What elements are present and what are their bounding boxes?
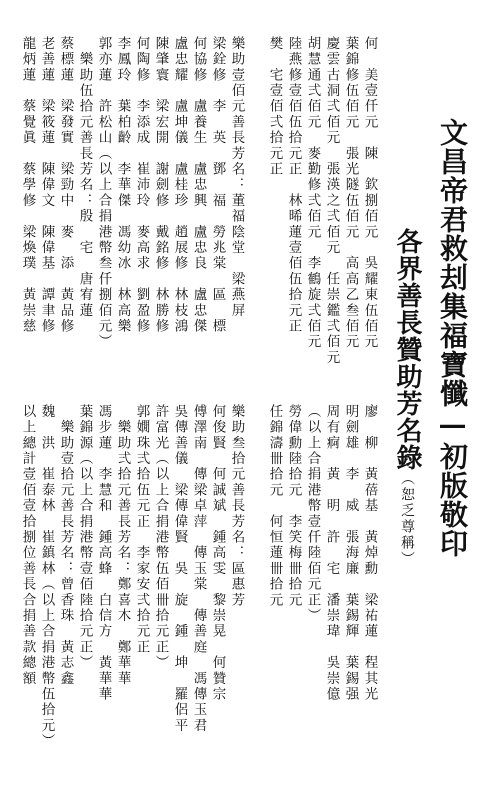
donor-column: 以上總計壹佰壹拾捌位善長合捐善款總額 xyxy=(19,404,36,687)
subtitle-note: （恕乏尊稱） xyxy=(399,471,415,567)
donor-column: 老善蓮 梁筱蓮 陳偉文 陳偉基 譚聿修 xyxy=(38,36,55,335)
donor-column: 吳傳善儀 梁傳偉賢 吳 旋 鍾 坤 羅侶平 xyxy=(171,404,188,734)
donor-column: 勞偉勳陸拾元 李笑梅卌拾元 xyxy=(285,404,302,609)
document-subtitle xyxy=(394,228,420,588)
donor-column: 樂助壹拾元善長芳名：曾香珠 黃志鑫 xyxy=(57,404,74,687)
donor-column: 樂助伍拾元善長芳名：殷 宅 唐宥蓮 xyxy=(76,36,93,319)
donor-column: 馮步蓮 李慧和 鍾高蜂 白信方 黃華華 xyxy=(95,404,112,703)
donor-column: 明劍雄 李 威 張海廉 葉錫輝 葉錫强 xyxy=(342,404,359,703)
donor-column: 慶雲古洞弍佰元 張渶之弍佰元 任崇鑑弍佰元 xyxy=(323,36,340,366)
donor-column: 魏 洪 崔泰林 崔鎮林（以上合捐港幣伍拾元） xyxy=(38,404,55,750)
donor-column: 郭亦蓮 許松山（以上合捐港幣叁仟捌佰元） xyxy=(95,36,112,350)
donor-column: 樂助弍拾元善長芳名：鄭喜木 鄭華華 xyxy=(114,404,131,687)
donor-column: 廖 柳 黃蓓基 黃焯勳 梁祐蓮 程其光 xyxy=(361,404,378,703)
donor-column: 傅澤南 傳梁卓萍 傳玉棠 傳善庭 馮傳玉君 xyxy=(190,404,207,734)
donor-column: 盧忠耀 盧坤儀 盧桂珍 趙展修 林枝鴻 xyxy=(171,36,188,335)
donor-column: 胡慧通弍佰元 麥勤修弍佰元 李鶴旋弍佰元 xyxy=(304,36,321,350)
donor-column: 陳肇寰 梁宏開 謝劍修 戴銘修 林勝修 xyxy=(152,36,169,335)
donor-column: 任錦濤卌拾元 何恒蓮卌拾元 xyxy=(266,404,283,609)
donor-column: 樂助壹佰元善長芳名：董福陰堂 梁燕屏 xyxy=(228,36,245,319)
donor-column: 何協修 盧養生 盧忠興 盧忠良 盧忠傑 xyxy=(190,36,207,335)
donor-column: 蔡標蓮 梁發實 梁勁中 麥 添 黃品修 xyxy=(57,36,74,335)
donor-column: 周有痾 黃 明 許 宅 潘崇瑋 吳崇億 xyxy=(323,404,340,703)
donor-column: 梁銓修 李 英 鄧 福 勞兆棠 區 標 xyxy=(209,36,226,335)
donor-column: 葉錦源（以上合捐港幣壹佰陸拾元正） xyxy=(76,404,93,671)
donor-column: 葉錦修伍佰元 張光隧伍佰元 高高乙叁佰元 xyxy=(342,36,359,350)
donor-column: 龍炳蓮 蔡覺眞 蔡學修 梁煥璞 黃崇慈 xyxy=(19,36,36,335)
donor-column: 樂助叁拾元善長芳名：區惠芳 xyxy=(228,404,245,609)
donor-column: 何陶修 李添成 崔沛玲 麥高求 劉盈修 xyxy=(133,36,150,335)
donor-column: 何 美壹仟元 陳 欽捌佰元 吳耀東伍佰元 xyxy=(361,36,378,350)
donor-column: 郭嫺珠弍拾伍元正 李家安弍拾元正 xyxy=(133,404,150,656)
donor-column: 陸燕修壹佰伍拾元正 林晞蓮壹佰伍拾元正 xyxy=(285,36,302,335)
donor-column: 樊 宅壹佰弍拾元正 xyxy=(266,36,283,178)
donor-column: 許富光（以上合捐港幣伍佰卌拾元正） xyxy=(152,404,169,671)
document-title: 文昌帝君救刦集福寶懺—初版敬印 xyxy=(436,118,469,558)
donor-column: 李鳳玲 葉柏齡 李華傑 馮幼冰 林高樂 xyxy=(114,36,131,335)
donor-column: （以上合捐港幣壹仟陸佰元正） xyxy=(304,404,321,624)
donor-column: 何俊賢 何誠斌 鍾高雯 黎崇晃 何贊宗 xyxy=(209,404,226,703)
subtitle-text: 各界善長贊助芳名錄 xyxy=(392,228,422,471)
